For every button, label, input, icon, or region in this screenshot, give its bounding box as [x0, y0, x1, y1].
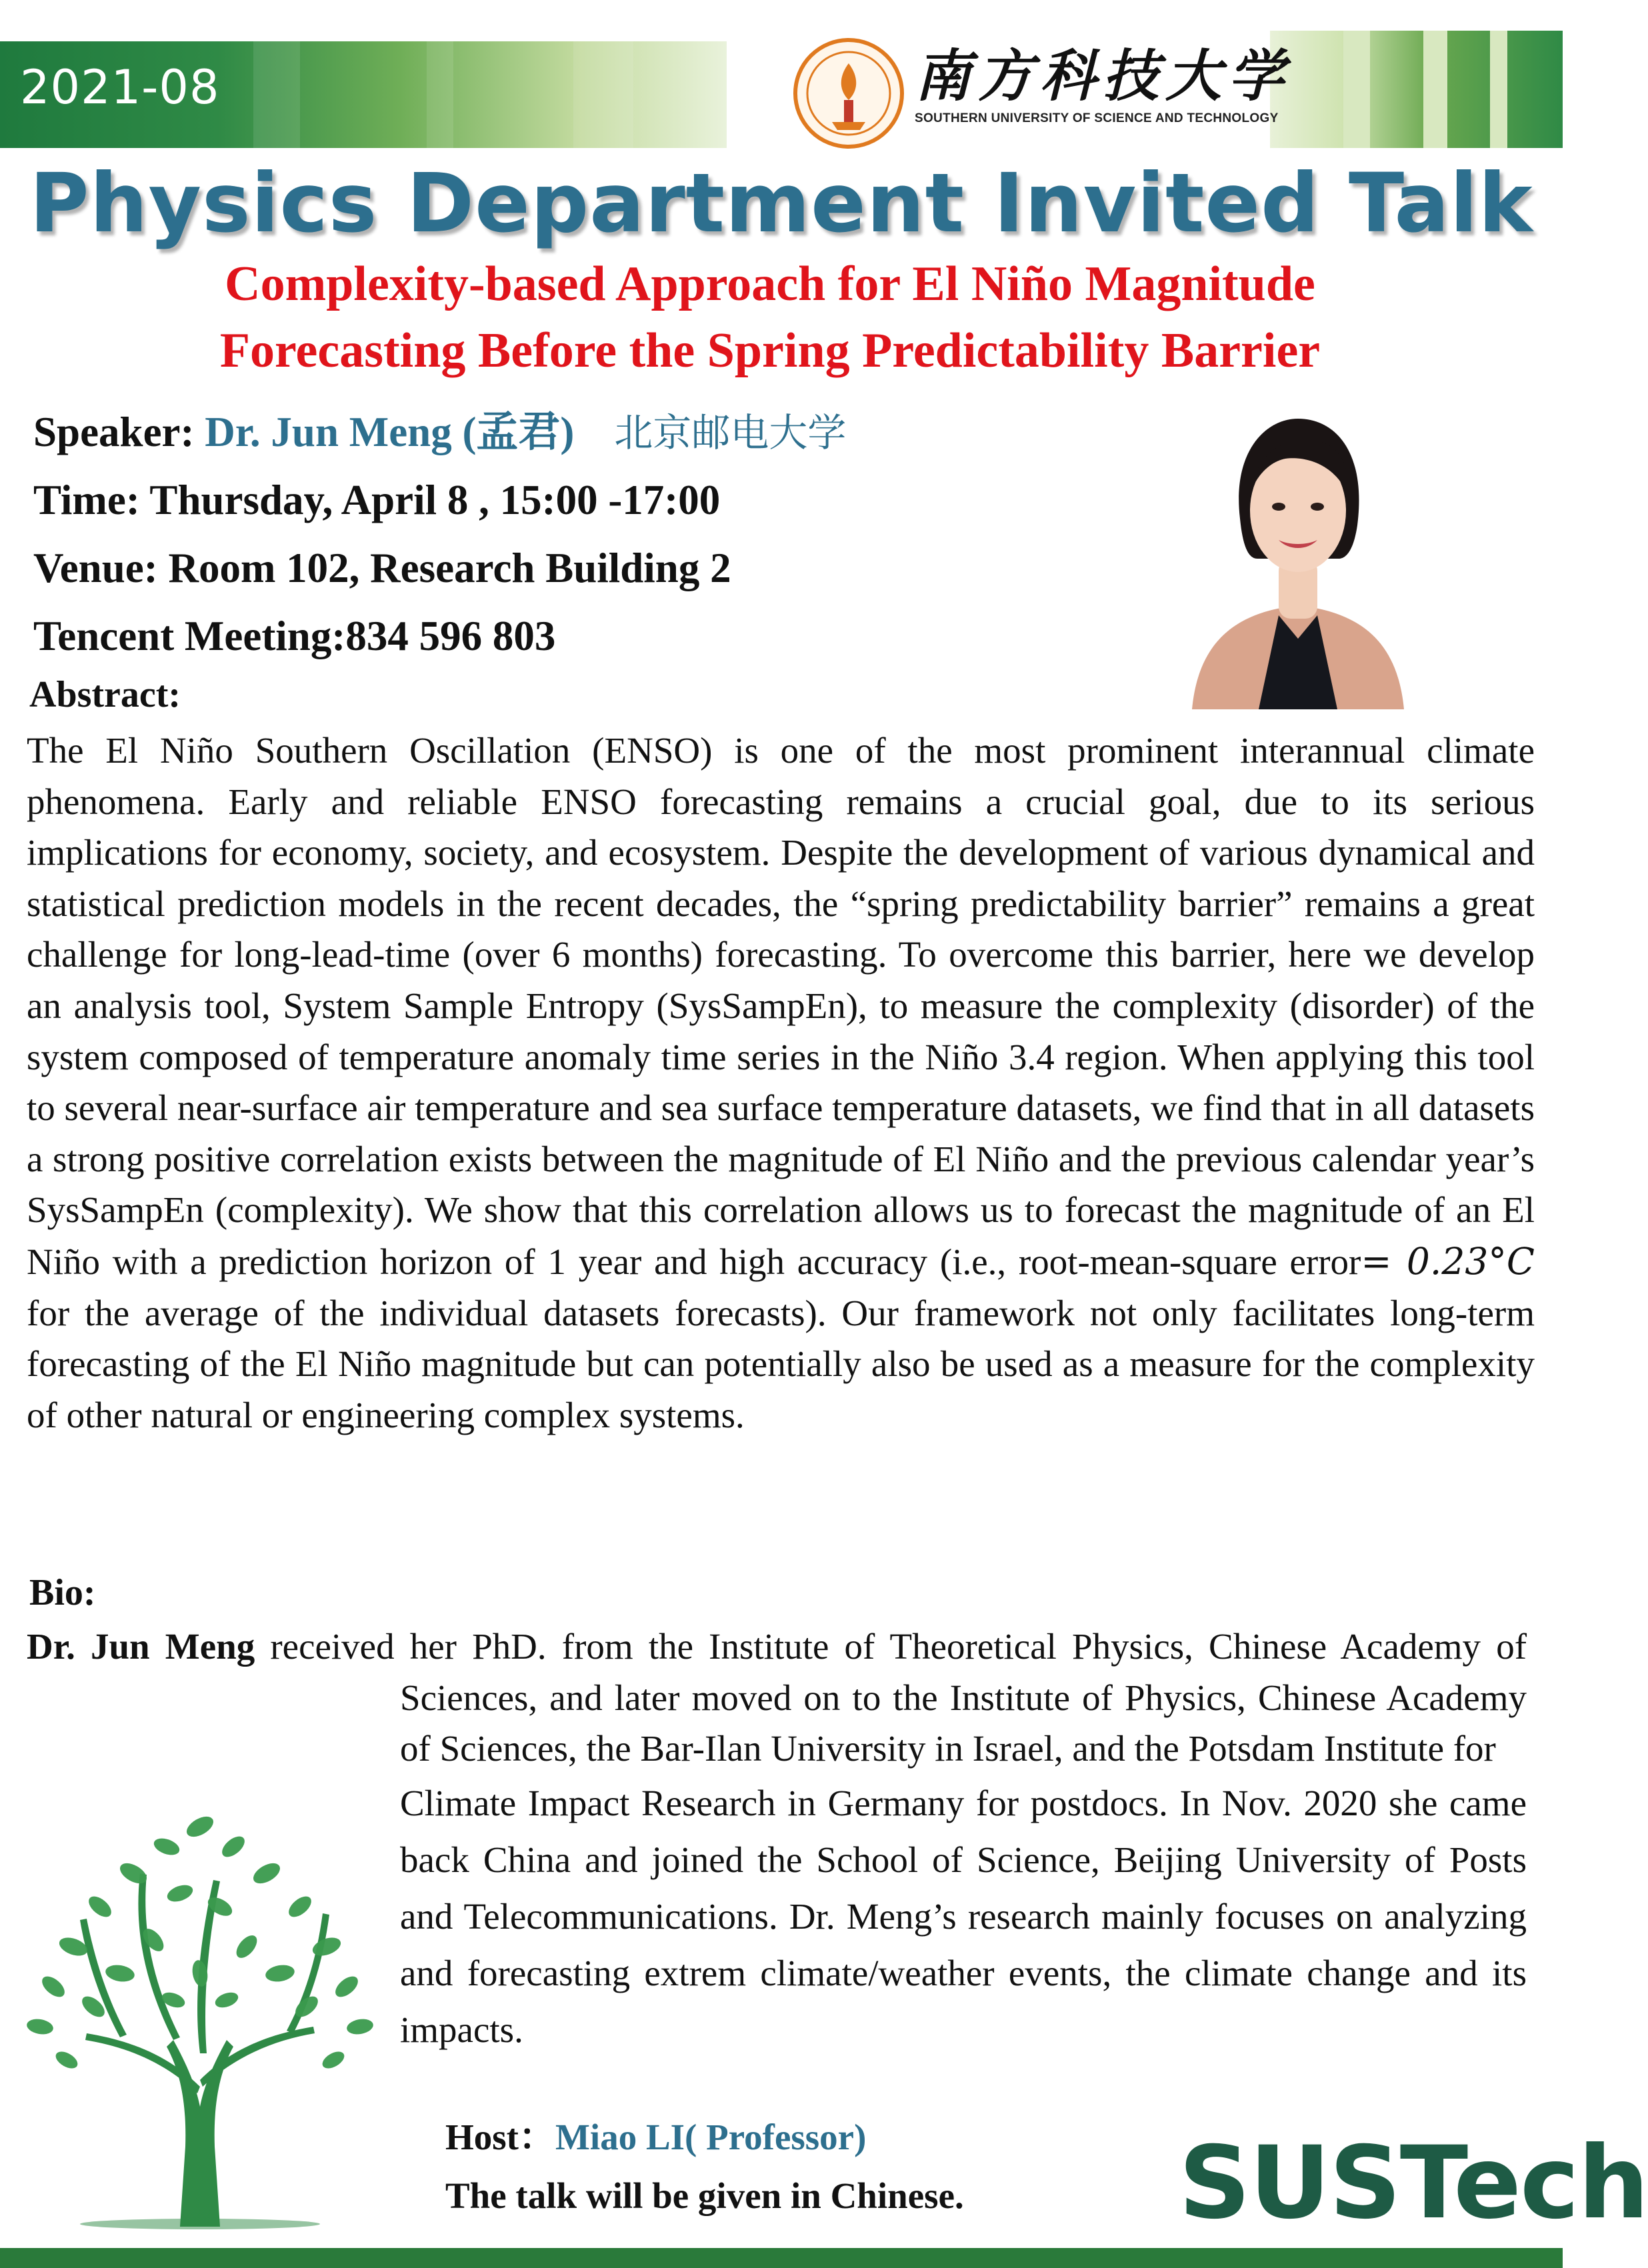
speaker-name: Dr. Jun Meng (孟君)	[205, 409, 575, 455]
bio-text	[27, 1621, 1527, 2168]
talk-title	[0, 251, 1540, 384]
host-line	[445, 2119, 866, 2155]
time-value: Thursday, April 8 , 15:00 -17:00	[149, 477, 721, 523]
poster-date: 2021-08	[20, 60, 220, 115]
headline: Physics Department Invited Talk	[29, 156, 1533, 251]
header-band-right	[1270, 31, 1563, 148]
abstract-label: Abstract:	[29, 674, 181, 715]
speaker-label: Speaker:	[33, 409, 205, 455]
language-note: The talk will be given in Chinese.	[445, 2175, 964, 2216]
university-name-en: SOUTHERN UNIVERSITY OF SCIENCE AND TECHNOLOGY	[915, 111, 1279, 125]
bio-name: Dr. Jun Meng	[27, 1626, 255, 1667]
bottom-bar	[0, 2248, 1563, 2268]
bio-label: Bio:	[29, 1572, 96, 1613]
speaker-line	[33, 411, 846, 453]
speaker-portrait	[1179, 392, 1417, 709]
meeting-id: 834 596 803	[345, 613, 556, 659]
header-stripe	[427, 41, 453, 148]
bio-float-spacer	[27, 1621, 400, 2168]
abstract-text	[27, 725, 1535, 1441]
meeting-label: Tencent Meeting:	[33, 613, 346, 659]
venue-line	[33, 547, 731, 589]
time-label: Time:	[33, 477, 150, 523]
speaker-affiliation: 北京邮电大学	[614, 410, 847, 455]
bio-text-part-1: received her PhD. from the Institute of Theoretical Physics, Chinese Academy of Sciences, and later moved on to the Institute of Physics, Chinese Academy of Sciences, the Bar-Ilan University in Israel, and the Potsdam Institute for	[255, 1626, 1527, 1769]
header-stripe	[573, 41, 633, 148]
header-bar	[1343, 31, 1370, 148]
host-label: Host：	[445, 2117, 556, 2157]
venue-label: Venue:	[33, 545, 169, 591]
header-bar	[1423, 31, 1447, 148]
time-line	[33, 479, 720, 521]
abstract-text-part-1: The El Niño Southern Oscillation (ENSO) is one of the most prominent interannual climate phenomena. Early and reliable ENSO forecasting remains a crucial goal, due to its serious implications for economy, society, and ecosystem. Despite the development of various dynamical and statistical prediction models in the recent decades, the “spring predictability barrier” remains a great challenge for long-lead-time (over 6 months) forecasting. To overcome this barrier, here we develop an analysis tool, System Sample Entropy (SysSampEn), to measure the complexity (disorder) of the system composed of temperature anomaly time series in the Niño 3.4 region. When applying this tool to several near-surface air temperature and sea surface temperature datasets, we find that in all datasets a strong positive correlation exists between the magnitude of El Niño and the previous calendar year’s SysSampEn (complexity). We show that this correlation allows us to forecast the magnitude of an El Niño with a prediction horizon of 1 year and high accuracy (i.e., root-mean-square error	[27, 730, 1535, 1282]
meeting-line	[33, 615, 555, 657]
rmse-formula: = 0.23°C	[1361, 1239, 1535, 1283]
talk-title-line-1: Complexity-based Approach for El Niño Magnitude	[225, 257, 1315, 311]
venue-value: Room 102, Research Building 2	[168, 545, 731, 591]
header-stripe	[253, 41, 300, 148]
host-name: Miao LI( Professor)	[555, 2117, 867, 2157]
bio-text-part-2: Climate Impact Research in Germany for postdocs. In Nov. 2020 she came back China and joined the School of Science, Beijing University of Posts and Telecommunications. Dr. Meng’s research mainly focuses on analyzing and forecasting extrem climate/weather events, the climate change and its impacts.	[400, 1782, 1527, 2050]
talk-title-line-2: Forecasting Before the Spring Predictability Barrier	[219, 323, 1321, 378]
abstract-text-part-2: for the average of the individual datasets forecasts). Our framework not only facilitates long-term forecasting of the El Niño magnitude but can potentially also be used as a measure for the complexity of other natural or engineering complex systems.	[27, 1292, 1535, 1435]
university-name-cn: 南方科技大学	[915, 43, 1291, 109]
sustech-logo: SUSTech	[1179, 2125, 1648, 2241]
university-seal-icon	[792, 37, 905, 150]
header-bar	[1490, 31, 1507, 148]
